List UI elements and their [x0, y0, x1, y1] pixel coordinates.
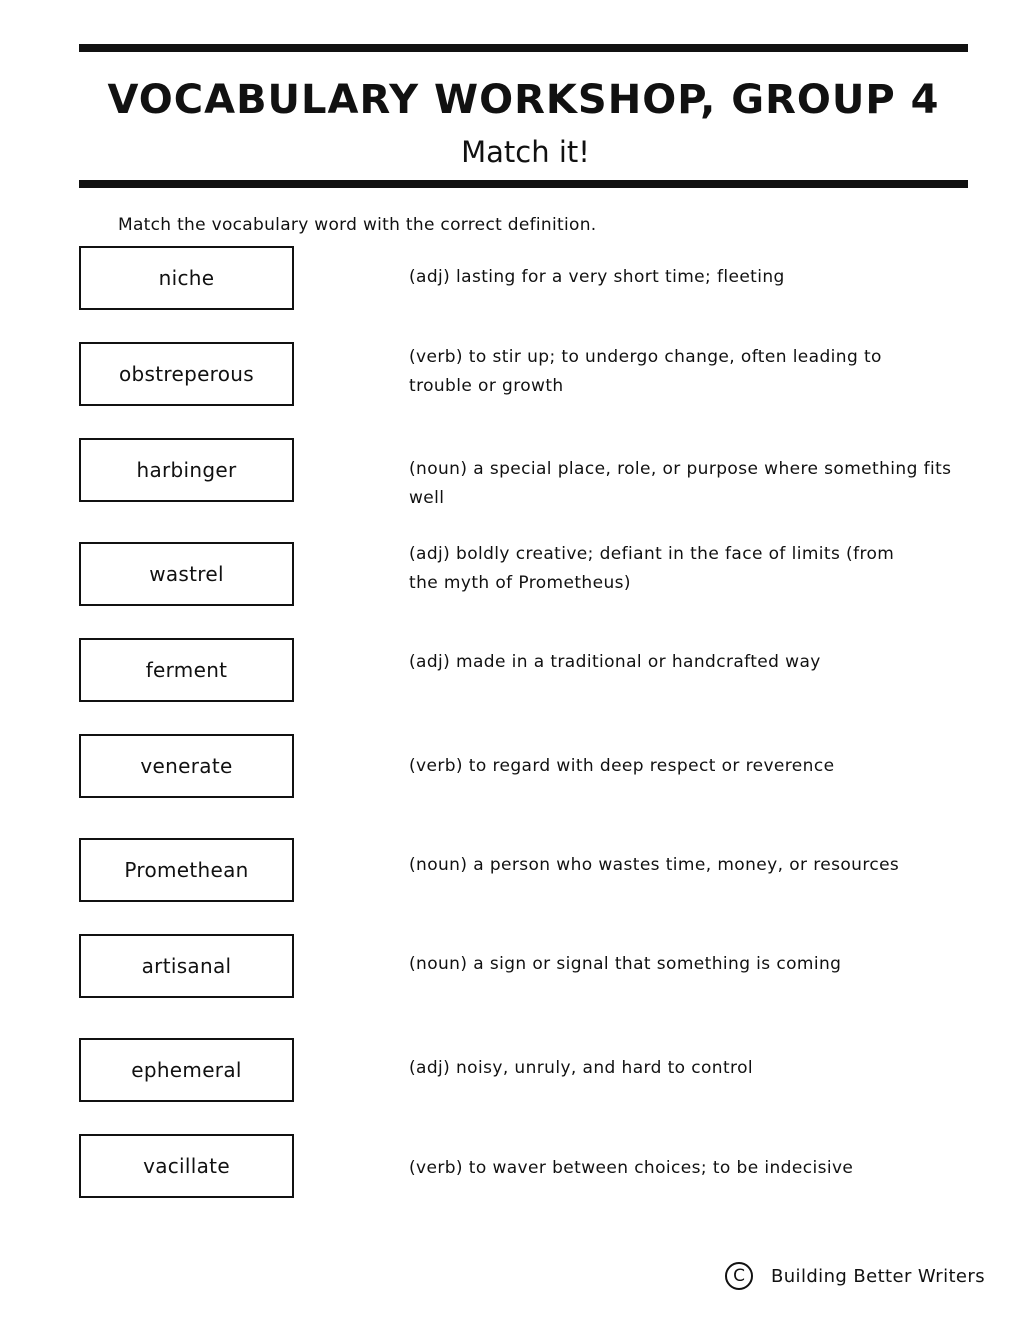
copyright-icon: C: [725, 1262, 753, 1290]
definition-item: (adj) made in a traditional or handcrafted way: [409, 652, 821, 672]
word-box-ephemeral: ephemeral: [79, 1038, 294, 1102]
definition-item: (verb) to waver between choices; to be indecisive: [409, 1158, 854, 1178]
definition-item: (noun) a special place, role, or purpose where something fits well: [409, 459, 952, 508]
definition-item: (noun) a sign or signal that something is coming: [409, 954, 842, 974]
word-box-niche: niche: [79, 246, 294, 310]
word-box-wastrel: wastrel: [79, 542, 294, 606]
definition-item: (noun) a person who wastes time, money, or resources: [409, 855, 900, 875]
bottom-rule: [79, 180, 968, 188]
word-box-venerate: venerate: [79, 734, 294, 798]
word-box-ferment: ferment: [79, 638, 294, 702]
page-title: VOCABULARY WORKSHOP, GROUP 4: [107, 77, 940, 123]
word-box-artisanal: artisanal: [79, 934, 294, 998]
top-rule: [79, 44, 968, 52]
instructions: Match the vocabulary word with the correct definition.: [118, 215, 597, 235]
word-box-harbinger: harbinger: [79, 438, 294, 502]
definition-item: (adj) noisy, unruly, and hard to control: [409, 1058, 753, 1078]
word-box-promethean: Promethean: [79, 838, 294, 902]
word-box-obstreperous: obstreperous: [79, 342, 294, 406]
page-subtitle: Match it!: [461, 135, 590, 169]
footer: [725, 1262, 985, 1290]
word-box-vacillate: vacillate: [79, 1134, 294, 1198]
definition-item: (verb) to stir up; to undergo change, often leading to trouble or growth: [409, 347, 882, 396]
definition-item: (adj) boldly creative; defiant in the face of limits (from the myth of Prometheus): [409, 544, 895, 593]
definition-item: (adj) lasting for a very short time; fleeting: [409, 267, 785, 287]
footer-credit: Building Better Writers: [771, 1265, 985, 1287]
definition-item: (verb) to regard with deep respect or reverence: [409, 756, 835, 776]
